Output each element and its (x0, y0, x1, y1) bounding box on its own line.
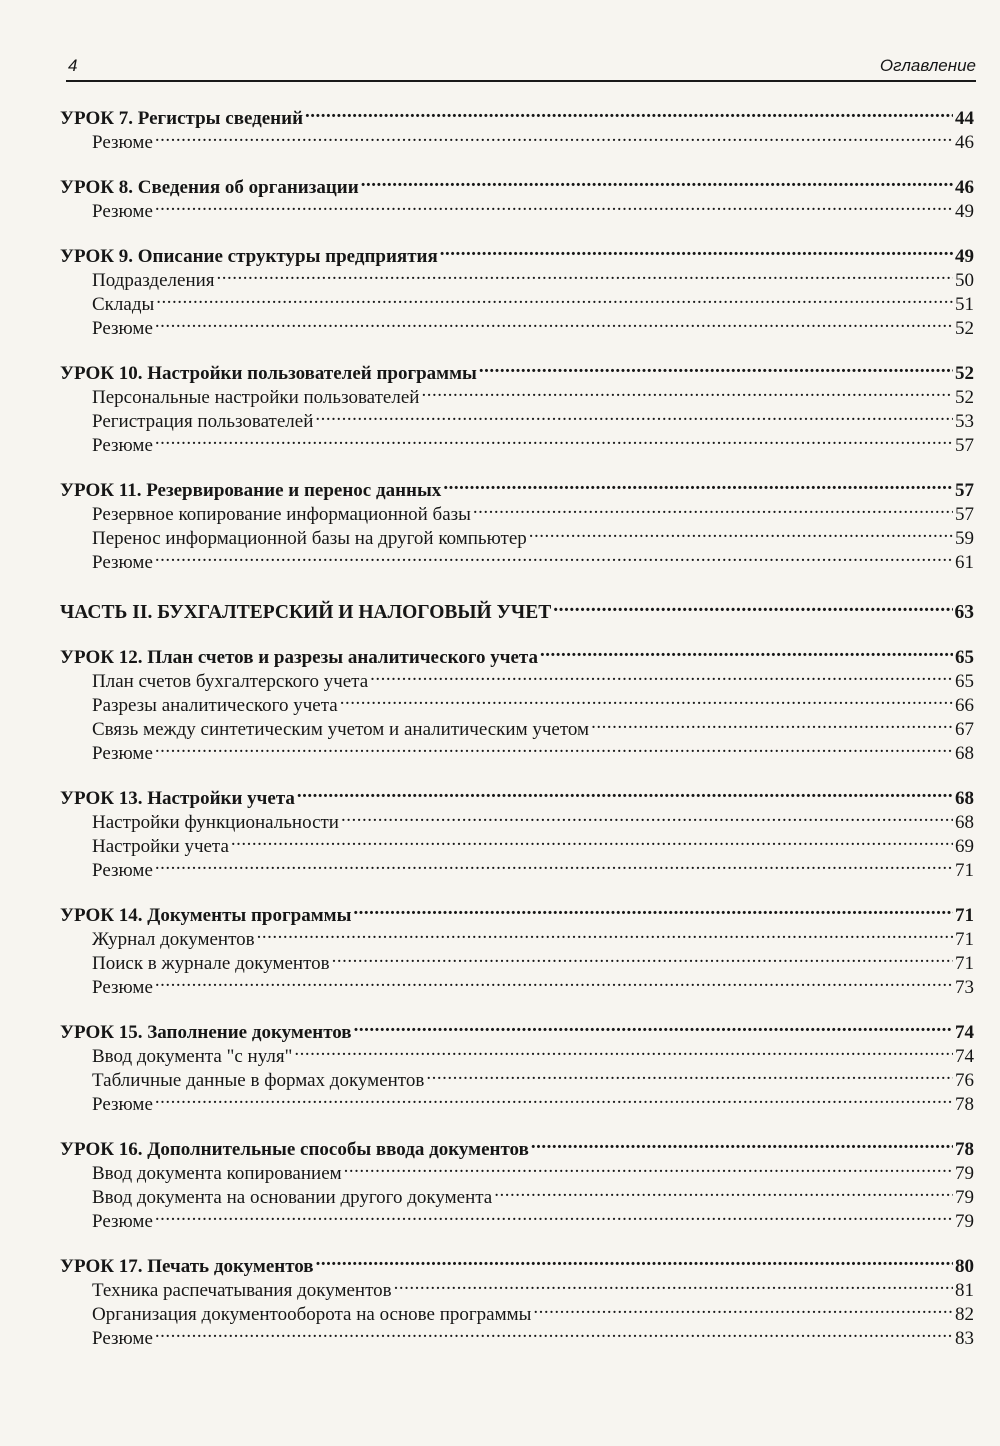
toc-lesson (60, 169, 974, 222)
dot-leader (257, 921, 953, 945)
toc-section-page-number: 78 (955, 1094, 974, 1115)
toc-lesson-title: УРОК 11. Резервирование и перенос данных (60, 480, 442, 501)
running-title: Оглавление (879, 56, 976, 75)
page-header (66, 46, 976, 82)
toc-lesson (60, 1131, 974, 1232)
dot-leader (533, 1296, 953, 1320)
toc-section-page-number: 65 (955, 671, 974, 692)
toc-section-row[interactable] (60, 124, 974, 153)
toc-section-page-number: 51 (955, 294, 974, 315)
toc-lesson (60, 897, 974, 998)
dot-leader (315, 403, 953, 427)
toc-lesson (60, 639, 974, 764)
toc-section-title: Журнал документов (92, 929, 255, 950)
toc-section-page-number: 82 (955, 1304, 974, 1325)
toc-lesson (60, 238, 974, 339)
dot-leader (305, 100, 953, 124)
toc-section-title: Табличные данные в формах документов (92, 1070, 425, 1091)
dot-leader (591, 711, 953, 735)
dot-leader (155, 969, 953, 993)
toc-lesson-page-number: 74 (955, 1022, 974, 1043)
dot-leader (155, 310, 953, 334)
toc-section-row[interactable] (60, 427, 974, 456)
dot-leader (217, 262, 953, 286)
toc-section-title: Перенос информационной базы на другой компьютер (92, 528, 527, 549)
toc-section-title: Поиск в журнале документов (92, 953, 330, 974)
toc-section-page-number: 74 (955, 1046, 974, 1067)
toc-lesson (60, 780, 974, 881)
toc-lesson-title: УРОК 17. Печать документов (60, 1256, 314, 1277)
toc-lesson-page-number: 78 (955, 1139, 974, 1160)
dot-leader (155, 1320, 953, 1344)
dot-leader (361, 169, 953, 193)
toc-part-page-number: 63 (954, 602, 974, 623)
toc-section-title: Персональные настройки пользователей (92, 387, 420, 408)
toc-part-row[interactable] (60, 594, 974, 623)
toc-section-page-number: 71 (955, 929, 974, 950)
toc-section-page-number: 79 (955, 1187, 974, 1208)
toc-section-page-number: 57 (955, 504, 974, 525)
toc-section-page-number: 68 (955, 743, 974, 764)
dot-leader (156, 286, 953, 310)
toc-section-title: Подразделения (92, 270, 215, 291)
toc-section-page-number: 71 (955, 860, 974, 881)
toc-section-row[interactable] (60, 1320, 974, 1349)
toc-lesson-row[interactable] (60, 169, 974, 198)
toc-section-page-number: 83 (955, 1328, 974, 1349)
toc-section-title: Настройки функциональности (92, 812, 339, 833)
toc-lesson-page-number: 49 (955, 246, 974, 267)
dot-leader (344, 1155, 953, 1179)
toc-section-row[interactable] (60, 735, 974, 764)
toc-section-title: Резюме (92, 201, 153, 222)
toc-section-title: Склады (92, 294, 155, 315)
toc-section-row[interactable] (60, 193, 974, 222)
toc-lesson-page-number: 71 (955, 905, 974, 926)
toc-part (60, 594, 974, 623)
toc-section-title: Ввод документа на основании другого документа (92, 1187, 493, 1208)
toc-lesson-row[interactable] (60, 1014, 974, 1043)
dot-leader (297, 780, 953, 804)
dot-leader (540, 639, 953, 663)
dot-leader (354, 1014, 953, 1038)
dot-leader (394, 1272, 953, 1296)
toc-section-page-number: 66 (955, 695, 974, 716)
toc-section-row[interactable] (60, 969, 974, 998)
dot-leader (341, 804, 953, 828)
toc-lesson-page-number: 52 (955, 363, 974, 384)
dot-leader (155, 544, 953, 568)
toc-section-page-number: 73 (955, 977, 974, 998)
toc-section-page-number: 61 (955, 552, 974, 573)
table-of-contents (60, 100, 974, 1349)
dot-leader (440, 238, 953, 262)
toc-lesson-page-number: 57 (955, 480, 974, 501)
toc-lesson-row[interactable] (60, 100, 974, 129)
toc-lesson-row[interactable] (60, 355, 974, 384)
dot-leader (421, 379, 953, 403)
dot-leader (294, 1038, 953, 1062)
dot-leader (155, 1203, 953, 1227)
dot-leader (155, 735, 953, 759)
toc-section-row[interactable] (60, 310, 974, 339)
toc-lesson-row[interactable] (60, 1248, 974, 1277)
toc-section-title: Связь между синтетическим учетом и аналитическим учетом (92, 719, 590, 740)
dot-leader (494, 1179, 953, 1203)
dot-leader (231, 828, 953, 852)
toc-lesson-page-number: 65 (955, 647, 974, 668)
toc-section-page-number: 52 (955, 318, 974, 339)
toc-section-row[interactable] (60, 852, 974, 881)
toc-section-title: Резюме (92, 743, 153, 764)
toc-lesson-page-number: 80 (955, 1256, 974, 1277)
toc-section-title: Ввод документа "с нуля" (92, 1046, 293, 1067)
toc-section-page-number: 71 (955, 953, 974, 974)
toc-lesson-title: УРОК 8. Сведения об организации (60, 177, 359, 198)
toc-lesson-row[interactable] (60, 639, 974, 668)
toc-lesson (60, 1014, 974, 1115)
dot-leader (443, 472, 953, 496)
toc-section-row[interactable] (60, 286, 974, 315)
toc-section-page-number: 53 (955, 411, 974, 432)
toc-section-page-number: 79 (955, 1211, 974, 1232)
toc-section-page-number: 52 (955, 387, 974, 408)
toc-section-title: Ввод документа копированием (92, 1163, 342, 1184)
toc-lesson-page-number: 46 (955, 177, 974, 198)
toc-section-page-number: 49 (955, 201, 974, 222)
dot-leader (479, 355, 953, 379)
toc-section-title: Организация документооборота на основе программы (92, 1304, 532, 1325)
toc-section-row[interactable] (60, 544, 974, 573)
toc-section-page-number: 46 (955, 132, 974, 153)
dot-leader (155, 124, 953, 148)
toc-section-title: Резюме (92, 860, 153, 881)
toc-section-title: Резюме (92, 552, 153, 573)
toc-section-title: Резюме (92, 132, 153, 153)
toc-section-page-number: 68 (955, 812, 974, 833)
toc-lesson-page-number: 68 (955, 788, 974, 809)
toc-lesson (60, 100, 974, 153)
toc-section-title: Разрезы аналитического учета (92, 695, 338, 716)
toc-section-page-number: 79 (955, 1163, 974, 1184)
dot-leader (529, 520, 953, 544)
toc-section-title: Резюме (92, 318, 153, 339)
toc-section-row[interactable] (60, 1086, 974, 1115)
toc-section-title: Резюме (92, 1094, 153, 1115)
toc-lesson-row[interactable] (60, 238, 974, 267)
dot-leader (370, 663, 953, 687)
toc-section-title: План счетов бухгалтерского учета (92, 671, 369, 692)
toc-section-row[interactable] (60, 1203, 974, 1232)
dot-leader (155, 193, 953, 217)
toc-section-page-number: 81 (955, 1280, 974, 1301)
toc-lesson-title: УРОК 16. Дополнительные способы ввода документов (60, 1139, 529, 1160)
page-number: 4 (68, 56, 78, 75)
toc-section-title: Резюме (92, 435, 153, 456)
toc-section-page-number: 76 (955, 1070, 974, 1091)
dot-leader (155, 852, 953, 876)
toc-section-title: Резюме (92, 1211, 153, 1232)
toc-lesson-title: УРОК 13. Настройки учета (60, 788, 295, 809)
toc-section-page-number: 67 (955, 719, 974, 740)
dot-leader (155, 1086, 953, 1110)
toc-part-title: ЧАСТЬ II. БУХГАЛТЕРСКИЙ И НАЛОГОВЫЙ УЧЕТ (60, 602, 552, 623)
dot-leader (531, 1131, 953, 1155)
dot-leader (340, 687, 953, 711)
toc-lesson-row[interactable] (60, 897, 974, 926)
dot-leader (553, 594, 952, 618)
toc-section-title: Настройки учета (92, 836, 229, 857)
dot-leader (353, 897, 953, 921)
toc-lesson-title: УРОК 14. Документы программы (60, 905, 352, 926)
toc-section-page-number: 69 (955, 836, 974, 857)
toc-lesson (60, 1248, 974, 1349)
toc-lesson-row[interactable] (60, 780, 974, 809)
toc-lesson-title: УРОК 9. Описание структуры предприятия (60, 246, 438, 267)
toc-lesson-page-number: 44 (955, 108, 974, 129)
toc-lesson (60, 472, 974, 573)
dot-leader (426, 1062, 953, 1086)
toc-section-page-number: 59 (955, 528, 974, 549)
toc-lesson-row[interactable] (60, 1131, 974, 1160)
toc-lesson-row[interactable] (60, 472, 974, 501)
dot-leader (332, 945, 953, 969)
dot-leader (316, 1248, 953, 1272)
toc-lesson-title: УРОК 15. Заполнение документов (60, 1022, 352, 1043)
dot-leader (155, 427, 953, 451)
toc-lesson-title: УРОК 12. План счетов и разрезы аналитического учета (60, 647, 538, 668)
toc-lesson-title: УРОК 7. Регистры сведений (60, 108, 304, 129)
toc-section-title: Техника распечатывания документов (92, 1280, 392, 1301)
toc-lesson (60, 355, 974, 456)
toc-section-page-number: 50 (955, 270, 974, 291)
toc-section-title: Резюме (92, 977, 153, 998)
dot-leader (473, 496, 953, 520)
toc-section-title: Резюме (92, 1328, 153, 1349)
toc-section-page-number: 57 (955, 435, 974, 456)
toc-section-title: Регистрация пользователей (92, 411, 314, 432)
toc-lesson-title: УРОК 10. Настройки пользователей программы (60, 363, 477, 384)
toc-section-title: Резервное копирование информационной базы (92, 504, 471, 525)
